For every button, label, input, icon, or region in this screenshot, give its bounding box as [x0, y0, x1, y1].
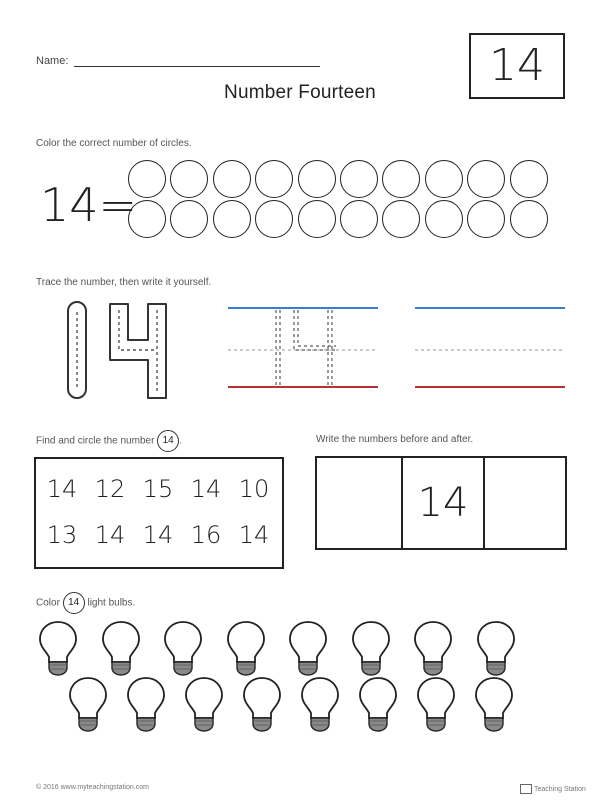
bulb-instruction — [36, 592, 135, 614]
light-bulb-icon[interactable] — [184, 676, 224, 734]
light-bulb-icon[interactable] — [101, 620, 141, 678]
light-bulb-icon[interactable] — [476, 620, 516, 678]
color-circle[interactable] — [467, 200, 505, 238]
footer-brand — [520, 784, 586, 794]
trace-outline-14 — [60, 296, 180, 406]
light-bulb-icon[interactable] — [288, 620, 328, 678]
equation-label: 14= — [40, 178, 138, 232]
color-circle[interactable] — [255, 160, 293, 198]
color-circle[interactable] — [255, 200, 293, 238]
before-after-instruction: Write the numbers before and after. — [316, 434, 474, 445]
after-cell[interactable] — [485, 458, 565, 548]
circles-instruction: Color the correct number of circles. — [36, 138, 192, 149]
bulb-instruction-pre: Color — [36, 597, 60, 609]
color-circle[interactable] — [510, 160, 548, 198]
bulb-target-circle: 14 — [63, 592, 85, 614]
color-circle[interactable] — [425, 160, 463, 198]
footer-brand-text: Teaching Station — [534, 785, 586, 793]
trace-practice-lines — [228, 300, 378, 395]
color-circle[interactable] — [128, 160, 166, 198]
page-title: Number Fourteen — [224, 82, 376, 103]
color-circle[interactable] — [298, 200, 336, 238]
light-bulb-icon[interactable] — [38, 620, 78, 678]
find-number-item[interactable]: 14 — [142, 521, 174, 549]
find-number-item[interactable]: 15 — [142, 475, 174, 503]
color-circle[interactable] — [510, 200, 548, 238]
find-number-item[interactable]: 10 — [238, 475, 270, 503]
find-instruction-text: Find and circle the number — [36, 435, 155, 447]
light-bulb-icon[interactable] — [474, 676, 514, 734]
color-circle[interactable] — [213, 200, 251, 238]
light-bulb-icon[interactable] — [126, 676, 166, 734]
color-circle[interactable] — [170, 200, 208, 238]
light-bulb-icon[interactable] — [413, 620, 453, 678]
find-number-box — [34, 457, 284, 569]
light-bulb-icon[interactable] — [226, 620, 266, 678]
trace-instruction: Trace the number, then write it yourself. — [36, 277, 212, 288]
write-practice-lines[interactable] — [415, 300, 565, 395]
color-circle[interactable] — [382, 160, 420, 198]
color-circle[interactable] — [170, 160, 208, 198]
middle-number: 14 — [401, 458, 485, 548]
find-instruction — [36, 430, 182, 452]
light-bulb-icon[interactable] — [358, 676, 398, 734]
color-circle[interactable] — [425, 200, 463, 238]
color-circle[interactable] — [382, 200, 420, 238]
number-box: 14 — [469, 33, 565, 99]
color-circle[interactable] — [213, 160, 251, 198]
find-number-item[interactable]: 12 — [94, 475, 126, 503]
find-number-item[interactable]: 14 — [46, 475, 78, 503]
color-circle[interactable] — [128, 200, 166, 238]
find-number-item[interactable]: 13 — [46, 521, 78, 549]
before-after-box — [315, 456, 567, 550]
light-bulb-icon[interactable] — [300, 676, 340, 734]
name-line[interactable] — [74, 66, 320, 67]
find-number-item[interactable]: 16 — [190, 521, 222, 549]
find-number-item[interactable]: 14 — [94, 521, 126, 549]
find-number-item[interactable]: 14 — [190, 475, 222, 503]
light-bulb-icon[interactable] — [68, 676, 108, 734]
light-bulb-icon[interactable] — [416, 676, 456, 734]
footer-copyright: © 2016 www.myteachingstation.com — [36, 784, 149, 791]
brand-icon — [520, 784, 532, 794]
light-bulb-icon[interactable] — [351, 620, 391, 678]
color-circle[interactable] — [298, 160, 336, 198]
before-cell[interactable] — [317, 458, 401, 548]
bulb-instruction-post: light bulbs. — [87, 597, 136, 609]
light-bulb-icon[interactable] — [163, 620, 203, 678]
find-period: . — [179, 435, 182, 447]
color-circle[interactable] — [467, 160, 505, 198]
find-number-item[interactable]: 14 — [238, 521, 270, 549]
color-circle[interactable] — [340, 200, 378, 238]
find-target-circle: 14 — [157, 430, 179, 452]
light-bulb-icon[interactable] — [242, 676, 282, 734]
color-circle[interactable] — [340, 160, 378, 198]
name-label: Name: — [36, 55, 69, 67]
